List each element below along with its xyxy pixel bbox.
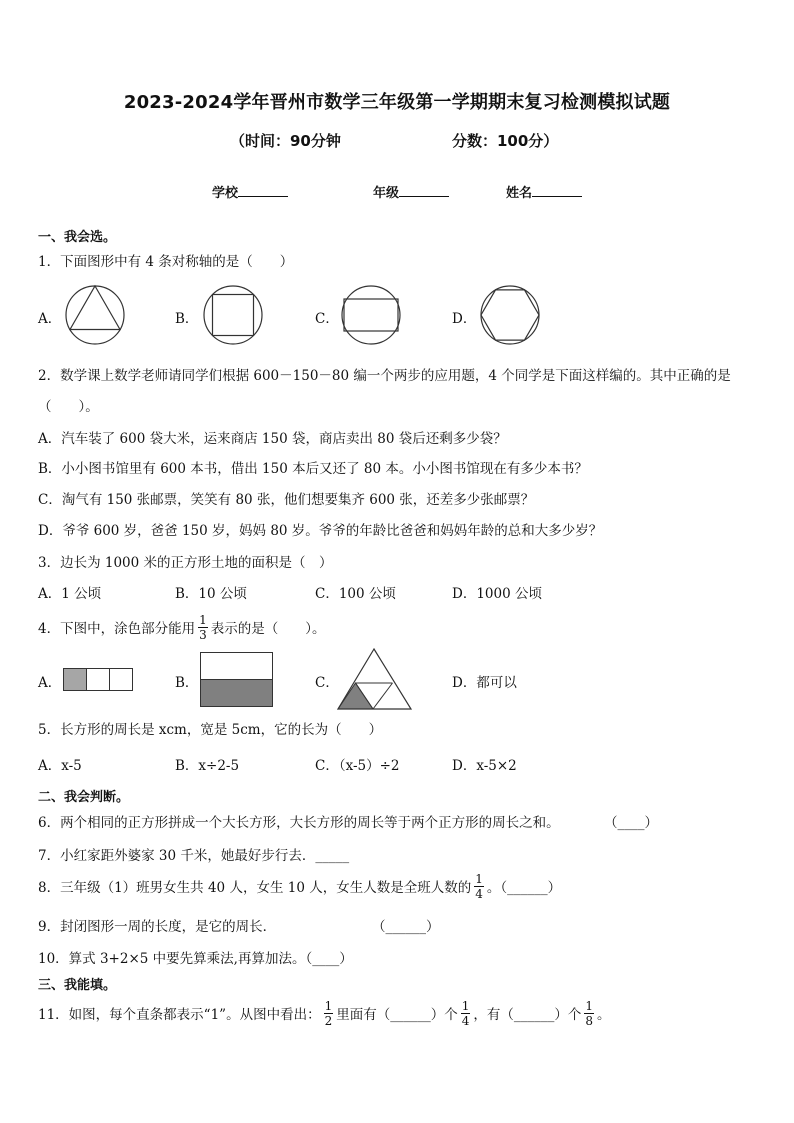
school-label: 学校: [212, 186, 239, 201]
school-field: [212, 182, 288, 201]
q3-option-b[interactable]: B．10 公顷: [175, 586, 247, 602]
question-3: 3．边长为 1000 米的正方形土地的面积是（ ）: [38, 555, 333, 571]
grade-field: [373, 182, 449, 201]
q3-option-a[interactable]: A．1 公顷: [38, 586, 102, 602]
question-7: 7．小红家距外婆家 30 千米，她最好步行去．_____: [38, 848, 350, 864]
q3-option-d[interactable]: D．1000 公顷: [452, 586, 542, 602]
question-9: 9．封闭图形一周的长度，是它的周长．: [38, 919, 277, 935]
question-8: [38, 866, 561, 906]
q11-text-pre: 11．如图，每个直条都表示“1”。从图中看出：: [38, 1007, 321, 1023]
q1-option-b[interactable]: B．: [175, 311, 199, 327]
q4-text-pre: 4．下图中，涂色部分能用: [38, 621, 196, 637]
q1-option-c[interactable]: C．: [315, 311, 339, 327]
q4-option-b[interactable]: B．: [175, 675, 199, 691]
exam-time: （时间：90分钟: [230, 132, 341, 150]
q2-option-c[interactable]: C．淘气有 150 张邮票，笑笑有 80 张，他们想要集齐 600 张，还差多少张邮票？: [38, 492, 535, 508]
school-input[interactable]: [238, 184, 288, 197]
grade-input[interactable]: [399, 184, 449, 197]
q4-text-post: 表示的是（ ）。: [210, 621, 326, 637]
q8-fraction: $\frac{1}{4}$: [475, 871, 483, 901]
q2-option-b[interactable]: B．小小图书馆里有 600 本书，借出 150 本后又还了 80 本。小小图书馆现在有多少本书？: [38, 461, 588, 477]
page-title: 2023-2024学年晋州市数学三年级第一学期期末复习检测模拟试题: [123, 92, 671, 113]
q1-figure-circle-rectangle: [340, 284, 402, 346]
q5-option-d[interactable]: D．x-5×2: [452, 758, 517, 774]
q8-text-post: 。（______）: [486, 880, 562, 896]
q11-fraction-quarter: $\frac{1}{4}$: [461, 998, 470, 1028]
q3-option-c[interactable]: C．100 公顷: [315, 586, 396, 602]
section-1-heading: 一、我会选。: [38, 230, 117, 245]
q2-option-d[interactable]: D．爷爷 600 岁，爸爸 150 岁，妈妈 80 岁。爷爷的年龄比爸爸和妈妈年龄的总和大多少岁？: [38, 523, 603, 539]
q4-figure-three-squares: [63, 668, 135, 692]
q1-figure-circle-hexagon: [479, 284, 541, 346]
q4-option-d[interactable]: D．都可以: [452, 675, 517, 691]
name-label: 姓名: [506, 186, 533, 201]
q11-fraction-eighth: $\frac{1}{8}$: [585, 998, 593, 1028]
question-2: 2．数学课上数学老师请同学们根据 600－150－80 编一个两步的应用题，4 个同学是下面这样编的。其中正确的是: [38, 368, 731, 384]
q5-option-a[interactable]: A．x-5: [38, 758, 82, 774]
question-11: [38, 992, 611, 1034]
q9-answer-blank[interactable]: （______）: [372, 919, 440, 935]
q4-figure-half-rectangle: [200, 652, 274, 708]
q6-answer-blank[interactable]: （____）: [604, 815, 658, 831]
q11-text-mid1: 里面有（______）个: [336, 1007, 458, 1023]
name-field: [506, 182, 582, 201]
q4-option-c[interactable]: C．: [315, 675, 339, 691]
q11-fraction-half: $\frac{1}{2}$: [324, 998, 333, 1028]
q1-option-d[interactable]: D．: [452, 311, 477, 327]
q1-option-a[interactable]: A．: [38, 311, 62, 327]
grade-label: 年级: [373, 186, 400, 201]
q5-option-b[interactable]: B．x÷2-5: [175, 758, 240, 774]
q4-figure-triangle: [337, 648, 413, 710]
q8-text-pre: 8．三年级（1）班男女生共 40 人，女生 10 人，女生人数是全班人数的: [38, 880, 472, 896]
q11-text-end: 。: [597, 1007, 611, 1023]
q4-fraction: $\frac{1}{3}$: [199, 612, 207, 642]
q4-option-a[interactable]: A．: [38, 675, 62, 691]
question-4: [38, 607, 325, 647]
q2-option-a[interactable]: A．汽车装了 600 袋大米，运来商店 150 袋，商店卖出 80 袋后还剩多少袋？: [38, 431, 507, 447]
section-2-heading: 二、我会判断。: [38, 790, 130, 805]
question-5: 5．长方形的周长是 xcm，宽是 5cm，它的长为（ ）: [38, 722, 383, 738]
exam-score: 分数：100分）: [452, 132, 559, 150]
q11-text-mid2: ，有（______）个: [473, 1007, 582, 1023]
question-6: 6．两个相同的正方形拼成一个大长方形，大长方形的周长等于两个正方形的周长之和。: [38, 815, 560, 831]
question-2-paren: （ ）。: [38, 399, 99, 415]
q1-figure-circle-square: [202, 284, 264, 346]
section-3-heading: 三、我能填。: [38, 978, 117, 993]
question-1: 1．下面图形中有 4 条对称轴的是（ ）: [38, 254, 294, 270]
name-input[interactable]: [532, 184, 582, 197]
q5-option-c[interactable]: C．（x-5）÷2: [315, 758, 400, 774]
q1-figure-circle-triangle: [64, 284, 126, 346]
question-10: 10．算式 3+2×5 中要先算乘法,再算加法。（____）: [38, 951, 353, 967]
